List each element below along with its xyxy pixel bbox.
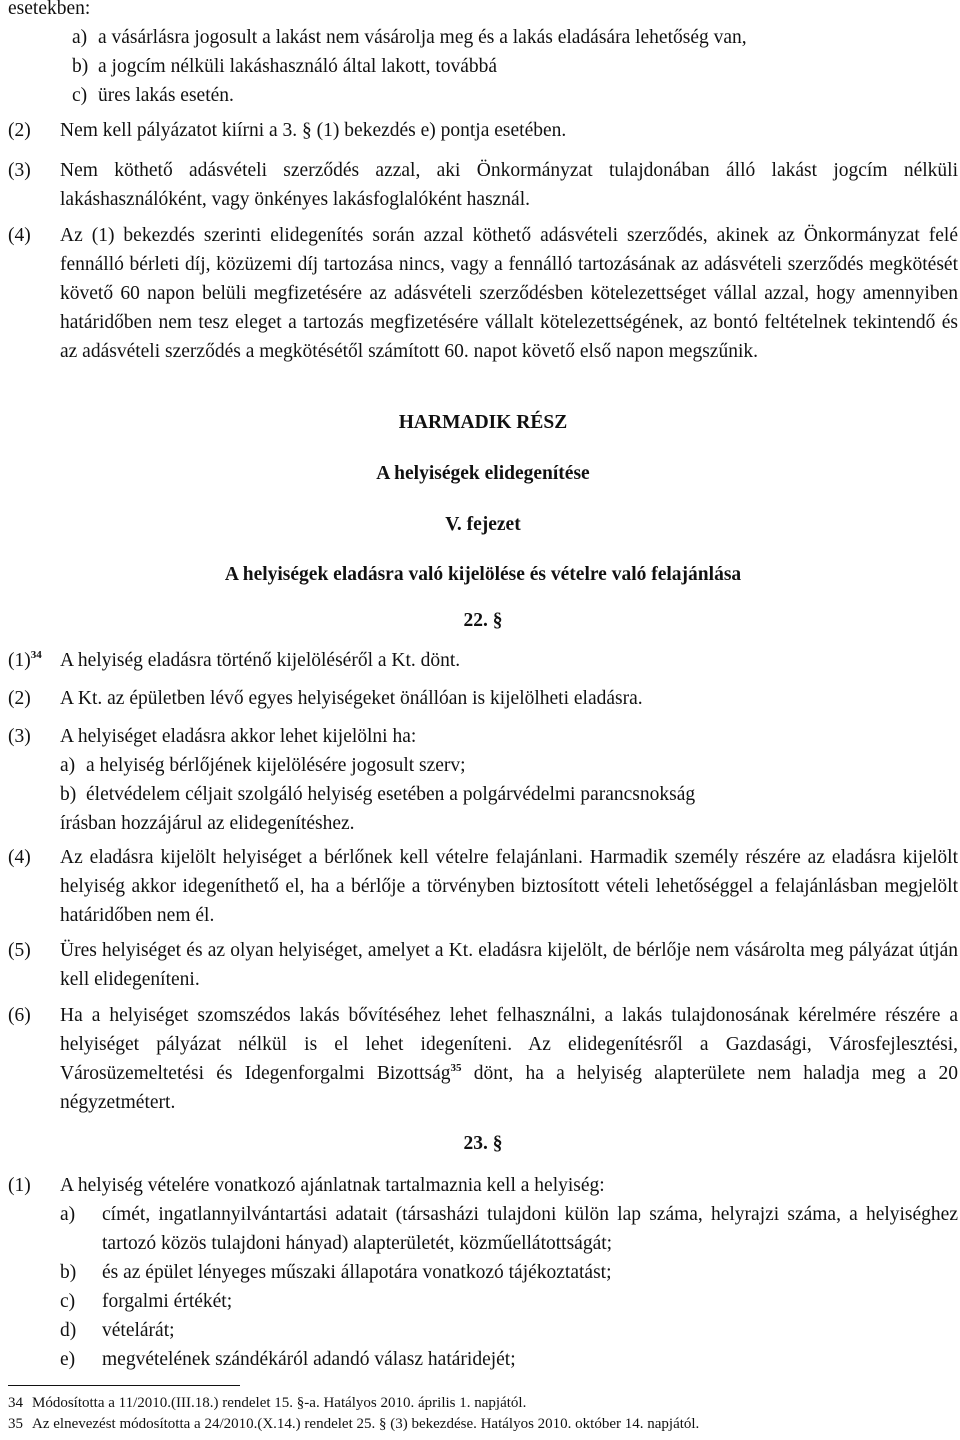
footnote-35: 35 Az elnevezést módosította a 24/2010.(X.14.) rendelet 25. § (3) bekezdése. Hatályos 2010. október 14. napjától.	[8, 1416, 700, 1432]
footnote-ref-34[interactable]: 34	[30, 649, 42, 661]
footnote-34: 34 Módosította a 11/2010.(III.18.) rendelet 15. §-a. Hatályos 2010. április 1. napjától.	[8, 1395, 527, 1411]
list-item: b) életvédelem céljait szolgáló helyiség esetében a polgárvédelmi parancsnokság	[60, 784, 696, 805]
intro-list	[8, 23, 958, 110]
s22-paragraph-6: (6) Ha a helyiséget szomszédos lakás bővítéséhez lehet felhasználni, a lakás tulajdonosának kérelmére részére a helyiséget pályázat nélkül is el lehet idegeníteni. Az elidegenítésről a Gazdasági, Városfejlesztési, Városüzemeltetési és Idegenforgalmi Bizottság$^{35}$ dönt, ha a helyiség alapterülete nem haladja meg a 20 négyzetmétert.	[8, 1005, 958, 1113]
section-23-heading: 23. §	[463, 1133, 503, 1154]
s22-paragraph-5: (5) Üres helyiséget és az olyan helyiséget, amelyet a Kt. eladásra kijelölt, de bérlője nem vásárolta meg pályázat útján kell elidegeníteni.	[8, 940, 958, 990]
s22-paragraph-1: $(1)^{34}$ A helyiség eladásra történő kijelöléséről a Kt. dönt.	[8, 649, 461, 671]
intro-block	[8, 0, 958, 110]
list-item: c) forgalmi értékét;	[60, 1291, 233, 1312]
chapter-title: A helyiségek eladásra való kijelölése és vételre való felajánlása	[224, 564, 742, 585]
paragraph-2: (2) Nem kell pályázatot kiírni a 3. § (1) bekezdés e) pontja esetében.	[8, 120, 567, 141]
chapter-heading: V. fejezet	[445, 514, 521, 535]
list-item: b) és az épület lényeges műszaki állapotára vonatkozó tájékoztatást;	[60, 1262, 612, 1283]
list-item: e) megvételének szándékáról adandó válasz határidejét;	[60, 1349, 516, 1370]
list-item: d) vételárát;	[60, 1320, 175, 1341]
intro-lead: esetekben:	[8, 0, 91, 19]
part-title: A helyiségek elidegenítése	[376, 463, 590, 484]
section-22-heading: 22. §	[463, 610, 503, 631]
footnote-divider	[8, 1385, 240, 1386]
footnote-ref-35[interactable]: 35	[450, 1062, 462, 1074]
s23-paragraph-1: (1) A helyiség vételére vonatkozó ajánlatnak tartalmaznia kell a helyiség: a) címét, ingatlannyilvántartási adatait (társasházi tulajdoni külön lap száma, helyrajzi száma, a helyiséghez tartozó közös tulajdoni hányad) alapterületét, közműellátottságát; b) és az épület lényeges műszaki állapotára vonatkozó tájékoztatást; c) forgalmi értékét; d) vételárát; e) megvételének szándékáról adandó válasz határidejét;	[8, 1171, 958, 1374]
list-item: c) üres lakás esetén.	[72, 85, 234, 106]
part-heading: HARMADIK RÉSZ	[398, 412, 568, 433]
list-item: b) a jogcím nélküli lakáshasználó által lakott, továbbá	[72, 56, 498, 77]
s22-paragraph-2: (2) A Kt. az épületben lévő egyes helyiségeket önállóan is kijelölheti eladásra.	[8, 688, 643, 709]
paragraph-3: (3) Nem köthető adásvételi szerződés azzal, aki Önkormányzat tulajdonában álló lakást jogcím nélküli lakáshasználóként, vagy önkényes lakásfoglalóként használ.	[8, 160, 958, 210]
list-item: a) a vásárlásra jogosult a lakást nem vásárolja meg és a lakás eladására lehetőség van,	[72, 27, 747, 48]
paragraph-4: (4) Az (1) bekezdés szerinti elidegenítés során azzal köthető adásvételi szerződés, akinek az Önkormányzat felé fennálló bérleti díj, közüzemi díj tartozása nincs, vagy a fennálló tartozásának az adásvételi szerződés megkötését követő 60 napon belüli megfizetésére az adásvételi szerződésben kötelezettséget vállal azzal, hogy amennyiben határidőben nem tesz eleget a tartozás megfizetésére vállalt kötelezettségének, az bontó feltételnek tekintendő és az adásvételi szerződés a megkötésétől számított 60. napot követő első napon megszűnik.	[8, 225, 958, 362]
list-item: a) a helyiség bérlőjének kijelölésére jogosult szerv;	[60, 755, 466, 776]
s22-paragraph-3: (3) A helyiséget eladásra akkor lehet kijelölni ha: a) a helyiség bérlőjének kijelölésére jogosult szerv; b) életvédelem céljait szolgáló helyiség esetében a polgárvédelmi parancsnokság írásban hozzájárul az elidegenítéshez.	[8, 722, 958, 838]
s22-paragraph-4: (4) Az eladásra kijelölt helyiséget a bérlőnek kell vételre felajánlani. Harmadik személy részére az eladásra kijelölt helyiség akkor idegeníthető el, ha a bérlője a törvényben biztosított vételi lehetőséggel a felajánlásban megjelölt határidőben nem él.	[8, 847, 958, 926]
list-item: a) címét, ingatlannyilvántartási adatait (társasházi tulajdoni külön lap száma, helyrajzi száma, a helyiséghez tartozó közös tulajdoni hányad) alapterületét, közműellátottságát;	[60, 1204, 958, 1254]
